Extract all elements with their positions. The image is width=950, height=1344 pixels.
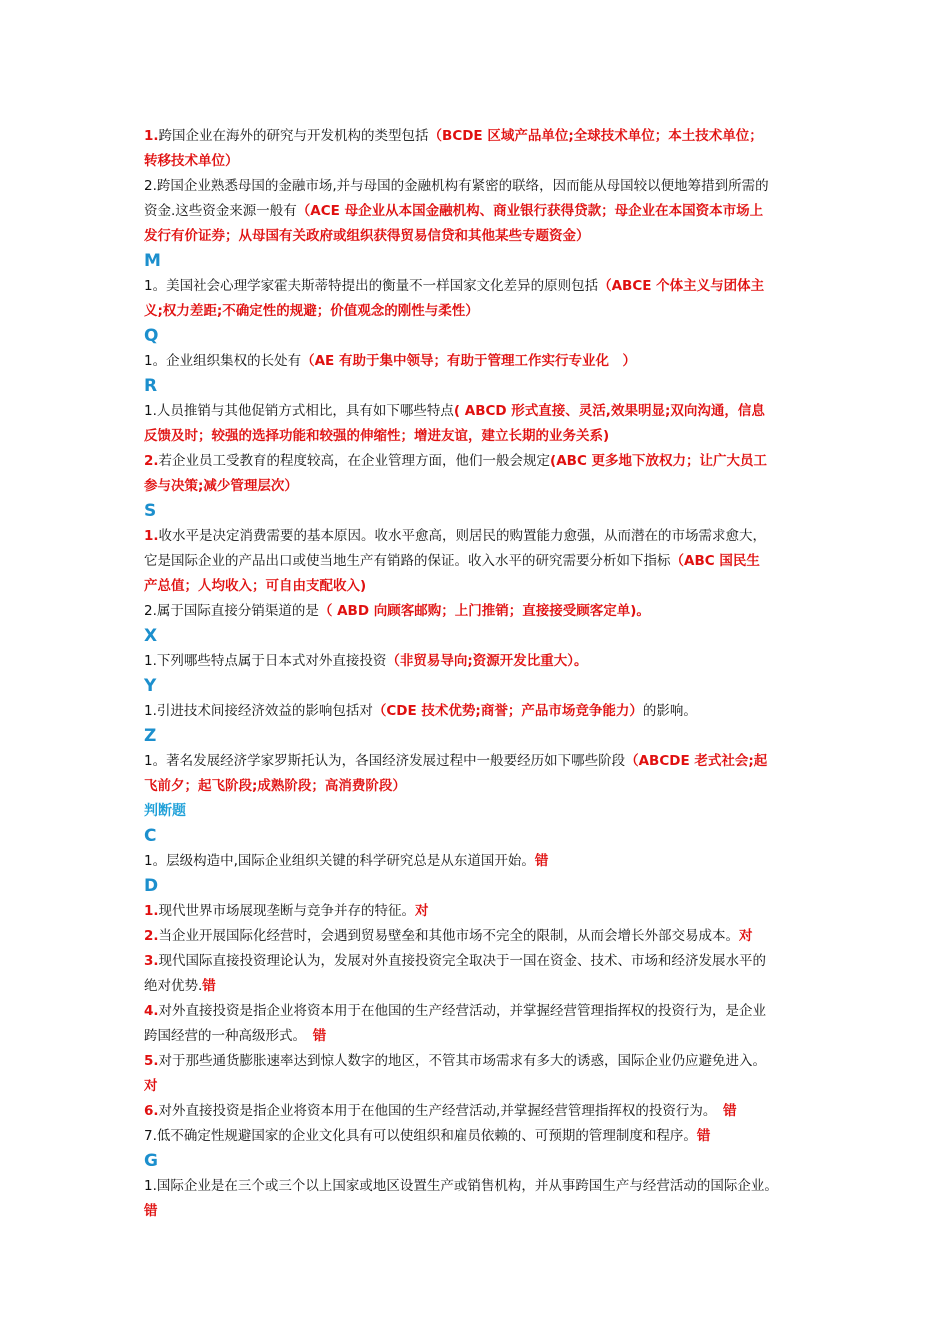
question-line <box>144 949 812 974</box>
answer-text: 反馈及时；较强的选择功能和较强的伸缩性；增进友谊，建立长期的业务关系) <box>144 428 610 444</box>
answer-text: （ABC 国民生 <box>670 553 760 569</box>
question-line <box>144 999 812 1024</box>
section-letter-heading: Y <box>144 676 157 696</box>
question-number: 2. <box>144 178 157 194</box>
question-number: 1。 <box>144 278 167 294</box>
section-letter-heading: Z <box>144 726 157 746</box>
answer-text: 对 <box>144 1078 158 1094</box>
question-line <box>144 424 812 449</box>
section-letter-heading: X <box>144 626 158 646</box>
answer-text: 错 <box>144 1203 158 1219</box>
question-line <box>144 1199 812 1224</box>
answer-text: （AE 有助于集中领导；有助于管理工作实行专业化 ） <box>301 353 636 369</box>
question-number: 2. <box>144 453 159 469</box>
answer-text: （非贸易导向;资源开发比重大）。 <box>386 653 588 669</box>
question-text: 跨国企业在海外的研究与开发机构的类型包括 <box>158 128 429 144</box>
question-number: 5. <box>144 1053 159 1069</box>
question-line <box>144 774 812 799</box>
answer-text: 错 <box>202 978 216 994</box>
question-line <box>144 1124 812 1149</box>
section-letter-heading: G <box>144 1151 158 1171</box>
question-number: 1。 <box>144 753 167 769</box>
question-text: 跨国经营的一种高级形式。 <box>144 1028 300 1044</box>
question-number: 1. <box>144 128 159 144</box>
answer-text: ( ABCD 形式直接、灵活,效果明显;双向沟通，信息 <box>453 403 765 419</box>
question-line <box>144 749 812 774</box>
section-letter-heading: S <box>144 501 157 521</box>
question-line <box>144 124 812 149</box>
question-number: 1. <box>144 1178 157 1194</box>
question-line <box>144 549 812 574</box>
question-line <box>144 174 812 199</box>
answer-text: 错 <box>534 853 549 869</box>
question-text: 收水平是决定消费需要的基本原因。收水平愈高，则居民的购置能力愈强，从而潜在的市场需求愈大， <box>158 528 767 544</box>
answer-text: 飞前夕；起飞阶段;成熟阶段；高消费阶段） <box>144 778 406 794</box>
question-line <box>144 449 812 474</box>
document-body <box>144 124 812 1224</box>
question-text: 国际企业是在三个或三个以上国家或地区设置生产或销售机构，并从事跨国生产与经营活动的国际企业。 <box>156 1178 778 1194</box>
answer-text: （ABCE 个体主义与团体主 <box>598 278 765 294</box>
question-line <box>144 1024 812 1049</box>
question-line <box>144 399 812 424</box>
question-text: 企业组织集权的长处有 <box>166 353 302 369</box>
question-line <box>144 899 812 924</box>
section-letter-heading: D <box>144 876 159 896</box>
question-text: 若企业员工受教育的程度较高，在企业管理方面，他们一般会规定 <box>158 453 551 469</box>
question-text: 层级构造中,国际企业组织关键的科学研究总是从东道国开始。 <box>166 853 535 869</box>
answer-text: 义;权力差距;不确定性的规避；价值观念的刚性与柔性） <box>144 303 479 319</box>
answer-text: 转移技术单位） <box>144 153 239 169</box>
question-line <box>144 1174 812 1199</box>
answer-text: (ABC 更多地下放权力；让广大员工 <box>550 453 768 469</box>
question-text: 低不确定性规避国家的企业文化具有可以使组织和雇员依赖的、可预期的管理制度和程序。 <box>156 1128 697 1144</box>
answer-text: 对 <box>415 903 429 919</box>
question-number: 6. <box>144 1103 159 1119</box>
question-text: 当企业开展国际化经营时，会遇到贸易壁垒和其他市场不完全的限制，从而会增长外部交易成本。 <box>158 928 740 944</box>
question-number: 2. <box>144 928 159 944</box>
question-line <box>144 274 812 299</box>
question-line <box>144 1074 812 1099</box>
question-number: 7. <box>144 1128 157 1144</box>
answer-text: （BCDE 区域产品单位;全球技术单位；本土技术单位； <box>428 128 763 144</box>
question-line <box>144 599 812 624</box>
question-text: 人员推销与其他促销方式相比，具有如下哪些特点 <box>156 403 454 419</box>
question-text: 下列哪些特点属于日本式对外直接投资 <box>156 653 387 669</box>
answer-text: （ACE 母企业从本国金融机构、商业银行获得贷款；母企业在本国资本市场上 <box>296 203 764 219</box>
question-text: 它是国际企业的产品出口或使当地生产有销路的保证。收入水平的研究需要分析如下指标 <box>144 553 671 569</box>
answer-text: 发行有价证券；从母国有关政府或组织获得贸易信贷和其他某些专题资金） <box>144 228 590 244</box>
section-heading: 判断题 <box>144 803 186 819</box>
question-number: 1. <box>144 528 159 544</box>
question-line <box>144 349 812 374</box>
question-text: 引进技术间接经济效益的影响包括对 <box>156 703 373 719</box>
question-line <box>144 924 812 949</box>
question-number: 3. <box>144 953 159 969</box>
question-number: 2. <box>144 603 157 619</box>
question-line <box>144 524 812 549</box>
question-line <box>144 1099 812 1124</box>
question-text: 现代国际直接投资理论认为，发展对外直接投资完全取决于一国在资金、技术、市场和经济发展水平的 <box>158 953 767 969</box>
question-line <box>144 974 812 999</box>
question-number: 4. <box>144 1003 159 1019</box>
question-number: 1。 <box>144 853 167 869</box>
question-text: 绝对优势. <box>144 978 203 994</box>
question-line <box>144 849 812 874</box>
question-text: 现代世界市场展现垄断与竞争并存的特征。 <box>158 903 416 919</box>
question-line <box>144 149 812 174</box>
answer-text: 错 <box>709 1103 737 1119</box>
question-line <box>144 699 812 724</box>
answer-text: 参与决策;减少管理层次） <box>144 478 298 494</box>
question-line <box>144 199 812 224</box>
question-line <box>144 474 812 499</box>
answer-text: （ ABD 向顾客邮购；上门推销；直接接受顾客定单)。 <box>318 603 650 619</box>
answer-text: （CDE 技术优势;商誉；产品市场竞争能力） <box>372 703 643 719</box>
section-letter-heading: C <box>144 826 157 846</box>
question-line <box>144 574 812 599</box>
question-text: 跨国企业熟悉母国的金融市场,并与母国的金融机构有紧密的联络，因而能从母国较以便地筹措到所需的 <box>156 178 769 194</box>
answer-text: 错 <box>299 1028 327 1044</box>
question-line <box>144 299 812 324</box>
question-text: 著名发展经济学家罗斯托认为，各国经济发展过程中一般要经历如下哪些阶段 <box>166 753 626 769</box>
question-number: 1. <box>144 653 157 669</box>
question-number: 1. <box>144 903 159 919</box>
section-letter-heading: M <box>144 251 161 271</box>
question-text: 属于国际直接分销渠道的是 <box>156 603 319 619</box>
question-line <box>144 649 812 674</box>
question-number: 1。 <box>144 353 167 369</box>
section-letter-heading: R <box>144 376 158 396</box>
question-text-after: 的影响。 <box>642 703 697 719</box>
question-number: 1. <box>144 403 157 419</box>
answer-text: 对 <box>739 928 753 944</box>
question-number: 1. <box>144 703 157 719</box>
answer-text: 产总值；人均收入；可自由支配收入) <box>144 578 367 594</box>
answer-text: （ABCDE 老式社会;起 <box>625 753 768 769</box>
question-text: 对于那些通货膨胀速率达到惊人数字的地区，不管其市场需求有多大的诱惑，国际企业仍应避免进入。 <box>158 1053 767 1069</box>
question-line <box>144 224 812 249</box>
question-text: 美国社会心理学家霍夫斯蒂特提出的衡量不一样国家文化差异的原则包括 <box>166 278 599 294</box>
question-text: 对外直接投资是指企业将资本用于在他国的生产经营活动,并掌握经营管理指挥权的投资行为。 <box>158 1103 710 1119</box>
section-letter-heading: Q <box>144 326 159 346</box>
question-line <box>144 1049 812 1074</box>
answer-text: 错 <box>696 1128 711 1144</box>
question-text: 资金.这些资金来源一般有 <box>144 203 297 219</box>
question-text: 对外直接投资是指企业将资本用于在他国的生产经营活动，并掌握经营管理指挥权的投资行为，是企业 <box>158 1003 767 1019</box>
